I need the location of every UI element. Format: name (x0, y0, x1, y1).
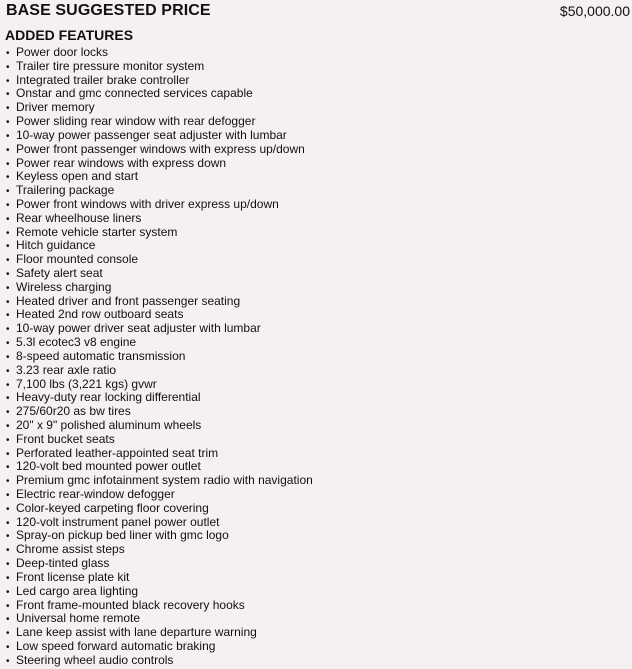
feature-list-item (6, 488, 313, 502)
feature-list-item (6, 378, 313, 392)
feature-label: 275/60r20 as bw tires (16, 404, 131, 419)
bullet-icon: • (6, 75, 10, 87)
bullet-icon: • (6, 158, 10, 170)
feature-list-item (6, 253, 313, 267)
bullet-icon: • (6, 365, 10, 377)
bullet-icon: • (6, 227, 10, 239)
feature-list-item (6, 433, 313, 447)
feature-label: Power door locks (16, 45, 109, 59)
feature-label: Power front windows with driver express up/down (16, 196, 279, 211)
feature-list-item (6, 419, 313, 433)
feature-label: Heavy-duty rear locking differential (16, 390, 201, 405)
bullet-icon: • (6, 503, 10, 515)
feature-list-item (6, 557, 313, 571)
bullet-icon: • (6, 48, 10, 59)
feature-label: Remote vehicle starter system (16, 224, 178, 239)
bullet-icon: • (6, 117, 10, 129)
feature-list-item (6, 391, 313, 405)
bullet-icon: • (6, 490, 10, 501)
bullet-icon: • (6, 103, 10, 115)
bullet-icon: • (6, 420, 10, 432)
feature-list-item (6, 87, 313, 101)
bullet-icon: • (6, 351, 10, 363)
bullet-icon: • (6, 255, 10, 267)
feature-label: Universal home remote (16, 611, 141, 626)
feature-list-item (6, 60, 313, 74)
feature-label: Electric rear-window defogger (16, 487, 175, 501)
feature-label: Power rear windows with express down (16, 155, 227, 170)
feature-list-item (6, 640, 313, 654)
feature-list-item (6, 612, 313, 626)
bullet-icon: • (6, 531, 10, 543)
feature-list-item (6, 626, 313, 640)
bullet-icon: • (6, 517, 10, 529)
feature-label: Heated driver and front passenger seating (16, 293, 241, 308)
feature-list-item (6, 129, 313, 143)
feature-label: Driver memory (16, 100, 95, 115)
feature-list-item (6, 350, 313, 364)
bullet-icon: • (6, 628, 10, 640)
bullet-icon: • (6, 338, 10, 350)
bullet-icon: • (6, 559, 10, 571)
base-price-row (6, 1, 630, 21)
bullet-icon: • (6, 393, 10, 405)
feature-label: 5.3l ecotec3 v8 engine (16, 335, 137, 350)
feature-label: Deep-tinted glass (16, 556, 110, 571)
feature-list-item (6, 599, 313, 613)
feature-label: Rear wheelhouse liners (16, 210, 142, 225)
feature-list-item (6, 143, 313, 157)
base-price-title: BASE SUGGESTED PRICE (6, 2, 211, 19)
feature-list-item (6, 239, 313, 253)
feature-label: Integrated trailer brake controller (16, 72, 190, 87)
feature-label: Lane keep assist with lane departure warning (16, 625, 257, 640)
bullet-icon: • (6, 241, 10, 253)
bullet-icon: • (6, 324, 10, 336)
feature-label: Front frame-mounted black recovery hooks (16, 597, 245, 612)
feature-list-item (6, 46, 313, 60)
feature-list-item (6, 585, 313, 599)
feature-list-item (6, 170, 313, 184)
bullet-icon: • (6, 199, 10, 211)
feature-list-item (6, 529, 313, 543)
feature-label: Color-keyed carpeting floor covering (16, 500, 209, 515)
feature-list-item (6, 281, 313, 295)
feature-list-item (6, 322, 313, 336)
feature-label: 8-speed automatic transmission (16, 348, 186, 363)
feature-list-item (6, 226, 313, 240)
base-price-value: $50,000.00 (559, 3, 630, 19)
feature-label: Front license plate kit (16, 569, 130, 584)
bullet-icon: • (6, 545, 10, 557)
bullet-icon: • (6, 462, 10, 474)
bullet-icon: • (6, 641, 10, 653)
feature-list-item (6, 405, 313, 419)
feature-label: Power sliding rear window with rear defogger (16, 114, 256, 129)
feature-label: Hitch guidance (16, 238, 96, 253)
bullet-icon: • (6, 89, 10, 101)
bullet-icon: • (6, 144, 10, 156)
feature-label: Led cargo area lighting (16, 583, 139, 598)
feature-label: Power front passenger windows with express up/down (16, 141, 305, 156)
feature-list-item (6, 543, 313, 557)
bullet-icon: • (6, 407, 10, 419)
feature-label: Premium gmc infotainment system radio with navigation (16, 473, 313, 488)
bullet-icon: • (6, 586, 10, 598)
feature-label: Spray-on pickup bed liner with gmc logo (16, 528, 229, 543)
feature-list-item (6, 516, 313, 530)
feature-label: Floor mounted console (16, 252, 139, 267)
bullet-icon: • (6, 572, 10, 584)
feature-label: Low speed forward automatic braking (16, 638, 216, 653)
feature-list-item (6, 571, 313, 585)
feature-list-item (6, 336, 313, 350)
feature-list-item (6, 364, 313, 378)
feature-label: Front bucket seats (16, 431, 115, 446)
feature-list-item (6, 74, 313, 88)
feature-list-item (6, 295, 313, 309)
bullet-icon: • (6, 186, 10, 198)
feature-list-item (6, 447, 313, 461)
feature-label: 10-way power driver seat adjuster with lumbar (16, 321, 261, 336)
feature-label: Wireless charging (16, 279, 112, 294)
bullet-icon: • (6, 600, 10, 612)
feature-list-item (6, 212, 313, 226)
added-features-title: ADDED FEATURES (5, 27, 134, 43)
bullet-icon: • (6, 213, 10, 225)
feature-label: Keyless open and start (16, 169, 139, 184)
feature-label: Trailering package (16, 183, 115, 198)
bullet-icon: • (6, 434, 10, 446)
bullet-icon: • (6, 310, 10, 322)
feature-label: Trailer tire pressure monitor system (16, 58, 205, 73)
bullet-icon: • (6, 614, 10, 626)
feature-label: Perforated leather-appointed seat trim (16, 445, 219, 460)
feature-label: Safety alert seat (16, 266, 103, 280)
bullet-icon: • (6, 655, 10, 667)
feature-label: 10-way power passenger seat adjuster with lumbar (16, 127, 287, 142)
feature-list (6, 46, 313, 668)
feature-list-item (6, 101, 313, 115)
bullet-icon: • (6, 379, 10, 391)
bullet-icon: • (6, 296, 10, 308)
feature-label: 3.23 rear axle ratio (16, 362, 117, 377)
feature-list-item (6, 157, 313, 171)
feature-list-item (6, 502, 313, 516)
feature-list-item (6, 184, 313, 198)
feature-list-item (6, 460, 313, 474)
feature-label: Heated 2nd row outboard seats (16, 307, 184, 322)
bullet-icon: • (6, 130, 10, 142)
feature-label: Onstar and gmc connected services capable (16, 86, 253, 101)
bullet-icon: • (6, 61, 10, 73)
feature-label: 7,100 lbs (3,221 kgs) gvwr (16, 376, 157, 391)
feature-list-item (6, 654, 313, 668)
feature-label: Chrome assist steps (16, 542, 125, 557)
feature-label: 120-volt instrument panel power outlet (16, 514, 220, 529)
feature-list-item (6, 308, 313, 322)
bullet-icon: • (6, 172, 10, 184)
bullet-icon: • (6, 282, 10, 294)
feature-list-item (6, 267, 313, 281)
bullet-icon: • (6, 476, 10, 488)
feature-list-item (6, 474, 313, 488)
feature-label: Steering wheel audio controls (16, 652, 174, 667)
bullet-icon: • (6, 448, 10, 460)
bullet-icon: • (6, 269, 10, 280)
feature-label: 20" x 9" polished aluminum wheels (16, 417, 202, 432)
feature-list-item (6, 115, 313, 129)
feature-list-item (6, 198, 313, 212)
feature-label: 120-volt bed mounted power outlet (16, 459, 201, 474)
